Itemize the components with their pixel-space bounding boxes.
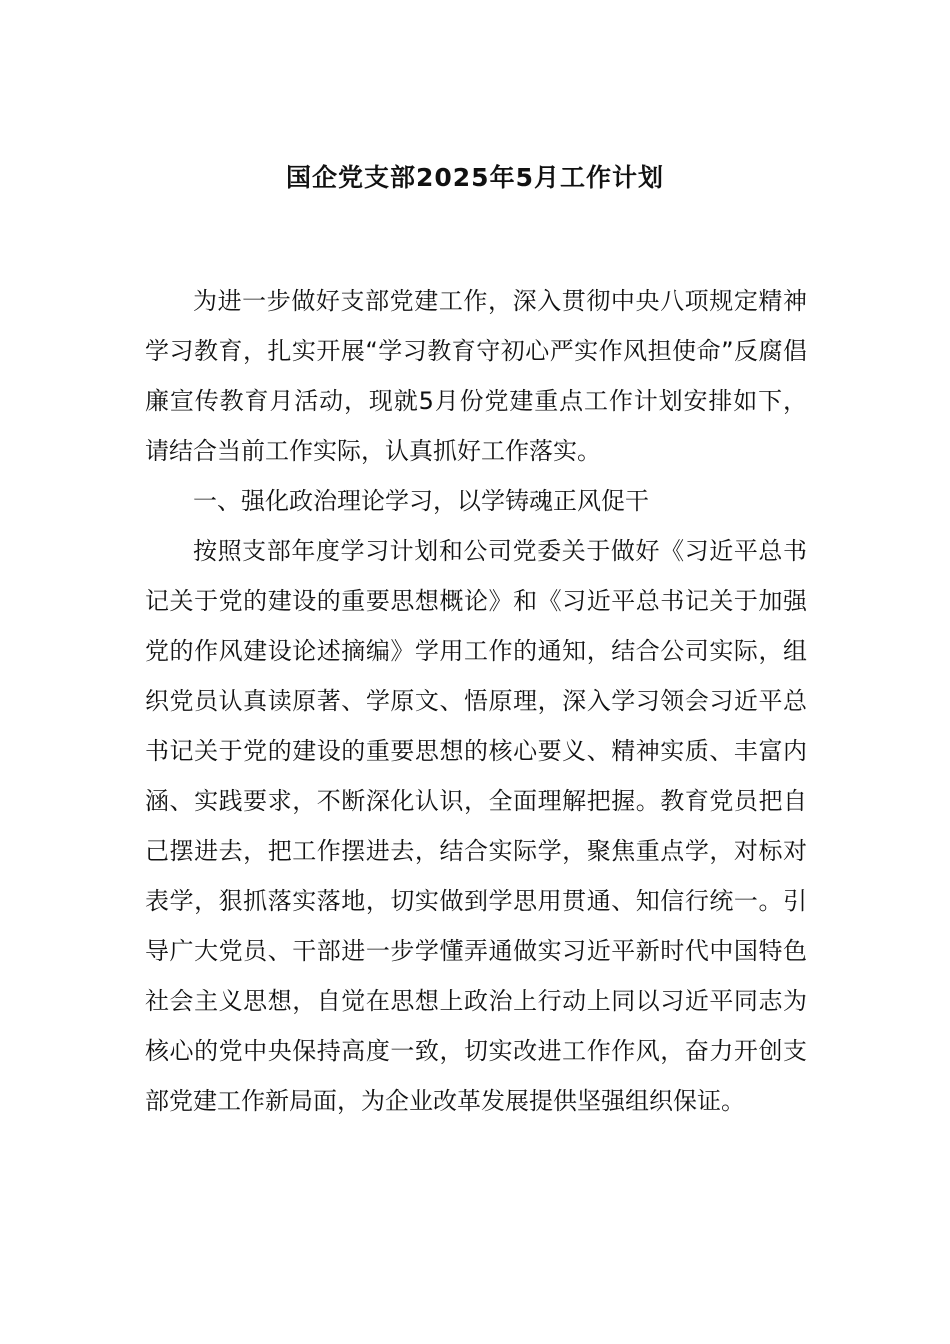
section-paragraph-1: 按照支部年度学习计划和公司党委关于做好《习近平总书记关于党的建设的重要思想概论》和《习近平总书记关于加强党的作风建设论述摘编》学用工作的通知，结合公司实际，组织党员认真读原著、学原文、悟原理，深入学习领会习近平总书记关于党的建设的重要思想的核心要义、精神实质、丰富内涵、实践要求，不断深化认识，全面理解把握。教育党员把自己摆进去，把工作摆进去，结合实际学，聚焦重点学，对标对表学，狠抓落实落地，切实做到学思用贯通、知信行统一。引导广大党员、干部进一步学懂弄通做实习近平新时代中国特色社会主义思想，自觉在思想上政治上行动上同以习近平同志为核心的党中央保持高度一致，切实改进工作作风，奋力开创支部党建工作新局面，为企业改革发展提供坚强组织保证。: [145, 537, 807, 1115]
document-body: [145, 276, 807, 1126]
intro-paragraph: 为进一步做好支部党建工作，深入贯彻中央八项规定精神学习教育，扎实开展“学习教育守初心严实作风担使命”反腐倡廉宣传教育月活动，现就5月份党建重点工作计划安排如下，请结合当前工作实际，认真抓好工作落实。: [145, 287, 807, 465]
section-heading-1: 一、强化政治理论学习，以学铸魂正风促干: [193, 487, 649, 515]
document-title: 国企党支部2025年5月工作计划: [286, 163, 664, 192]
